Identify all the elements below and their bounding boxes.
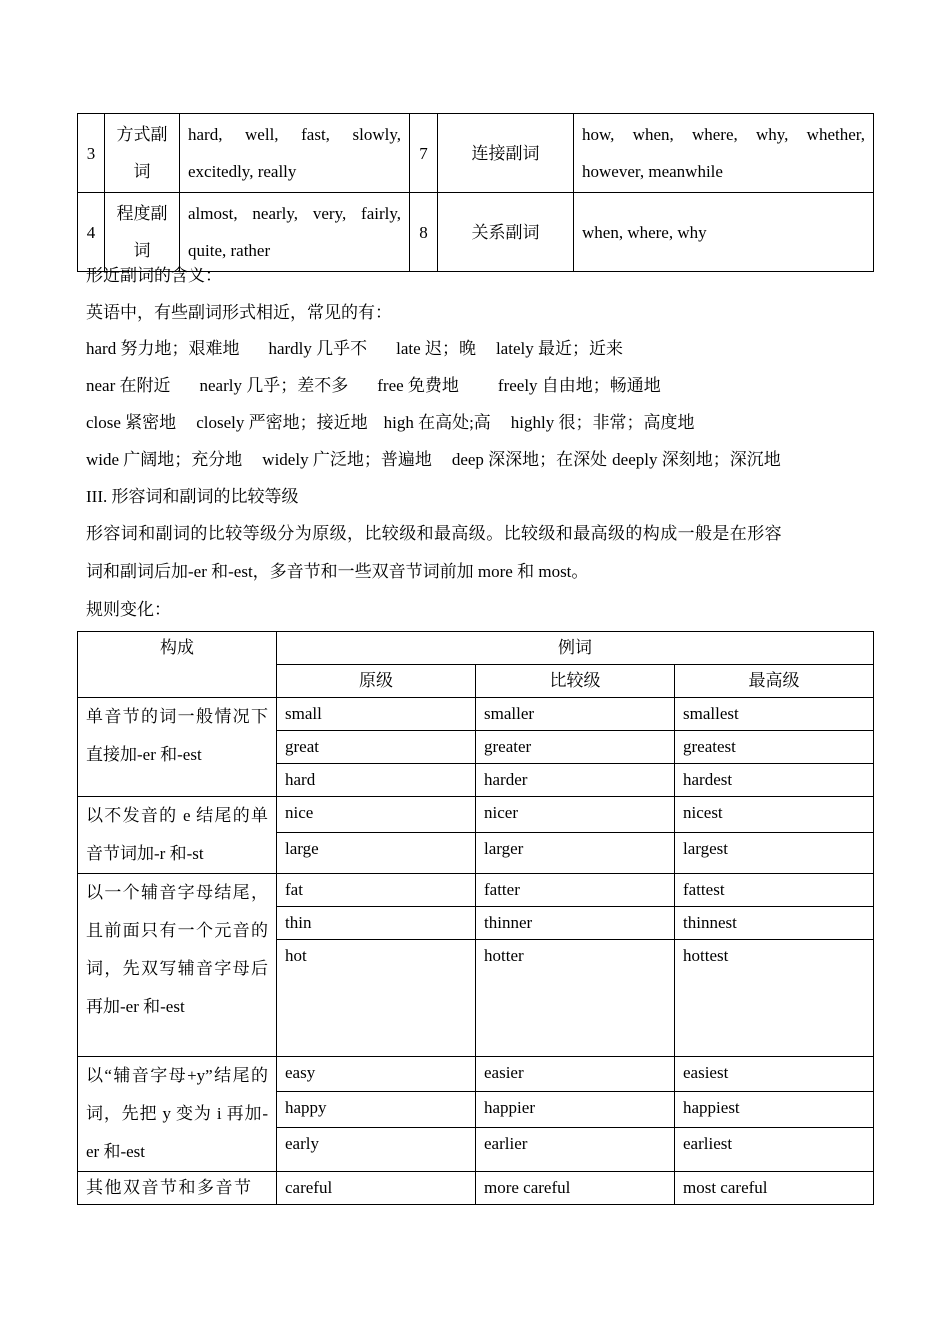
superlative-cell: largest — [675, 832, 874, 873]
table-row — [78, 797, 874, 833]
table-row — [78, 1172, 874, 1205]
header-comparative: 比较级 — [476, 665, 675, 698]
comparative-cell: earlier — [476, 1127, 675, 1171]
word-pair: highly 很；非常；高度地 — [510, 413, 695, 432]
positive-cell: nice — [277, 797, 476, 833]
rule-cell: 以不发音的 e 结尾的单音节词加-r 和-st — [78, 797, 277, 874]
row-number: 4 — [78, 193, 105, 272]
word-pair: deeply 深刻地；深沉地 — [612, 450, 781, 469]
positive-cell: small — [277, 698, 476, 731]
adverb-type-table — [77, 113, 874, 272]
table-row — [78, 874, 874, 907]
adverb-examples: almost, nearly, very, fairly, quite, rather — [180, 193, 410, 272]
word-pair-line — [86, 404, 866, 441]
rule-cell: 以“辅音字母+y”结尾的词，先把 y 变为 i 再加-er 和-est — [78, 1057, 277, 1172]
positive-cell: hard — [277, 764, 476, 797]
word-pair: near 在附近 — [86, 376, 171, 395]
superlative-cell: most careful — [675, 1172, 874, 1205]
word-pair: lately 最近；近来 — [495, 339, 623, 358]
adverb-type: 连接副词 — [438, 114, 574, 193]
superlative-cell: earliest — [675, 1127, 874, 1171]
adverb-type: 方式副词 — [105, 114, 180, 193]
word-pair: free 免费地 — [377, 376, 459, 395]
adverb-type: 关系副词 — [438, 193, 574, 272]
comparative-cell: hotter — [476, 940, 675, 1057]
section-title: III. 形容词和副词的比较等级 — [86, 487, 299, 506]
adverb-examples: how, when, where, why, whether, however, meanwhile — [574, 114, 874, 193]
comparative-cell: happier — [476, 1092, 675, 1127]
comparative-cell: fatter — [476, 874, 675, 907]
positive-cell: thin — [277, 907, 476, 940]
superlative-cell: hardest — [675, 764, 874, 797]
word-pair: closely 严密地；接近地 — [196, 413, 368, 432]
comparative-cell: easier — [476, 1057, 675, 1092]
superlative-cell: nicest — [675, 797, 874, 833]
superlative-cell: hottest — [675, 940, 874, 1057]
word-pair: wide 广阔地；充分地 — [86, 450, 243, 469]
section-paragraph-line: 形容词和副词的比较等级分为原级，比较级和最高级。比较级和最高级的构成一般是在形容 — [86, 524, 782, 543]
word-pair-line — [86, 330, 866, 367]
rule-cell: 其他双音节和多音节 — [78, 1172, 277, 1205]
table-row — [78, 698, 874, 731]
header-formation: 构成 — [78, 632, 277, 698]
rule-cell: 以一个辅音字母结尾，且前面只有一个元音的词，先双写辅音字母后再加-er 和-est — [78, 874, 277, 1057]
superlative-cell: thinnest — [675, 907, 874, 940]
comparative-cell: harder — [476, 764, 675, 797]
table-row — [78, 114, 874, 193]
table-row — [78, 1057, 874, 1092]
positive-cell: early — [277, 1127, 476, 1171]
superlative-cell: easiest — [675, 1057, 874, 1092]
word-pair: hard 努力地；艰难地 — [86, 339, 240, 358]
similar-adverbs-heading: 形近副词的含义： — [86, 266, 222, 285]
word-pair: widely 广泛地；普遍地 — [262, 450, 432, 469]
header-examples: 例词 — [277, 632, 874, 665]
rule-cell: 单音节的词一般情况下直接加-er 和-est — [78, 698, 277, 797]
word-pair: freely 自由地；畅通地 — [497, 376, 661, 395]
positive-cell: easy — [277, 1057, 476, 1092]
row-number: 7 — [410, 114, 438, 193]
section-paragraph-line: 词和副词后加-er 和-est，多音节和一些双音节词前加 more 和 most。 — [86, 562, 589, 581]
positive-cell: great — [277, 731, 476, 764]
superlative-cell: greatest — [675, 731, 874, 764]
positive-cell: fat — [277, 874, 476, 907]
header-positive: 原级 — [277, 665, 476, 698]
similar-adverbs-intro: 英语中，有些副词形式相近，常见的有： — [86, 303, 392, 322]
comparative-cell: thinner — [476, 907, 675, 940]
table-header-row — [78, 632, 874, 665]
superlative-cell: fattest — [675, 874, 874, 907]
superlative-cell: smallest — [675, 698, 874, 731]
word-pair-line — [86, 441, 866, 478]
word-pair: late 迟；晚 — [396, 339, 476, 358]
word-pair: high 在高处;高 — [383, 413, 491, 432]
positive-cell: careful — [277, 1172, 476, 1205]
comparative-cell: greater — [476, 731, 675, 764]
adverb-examples: when, where, why — [574, 193, 874, 272]
adverb-type: 程度副词 — [105, 193, 180, 272]
comparative-cell: nicer — [476, 797, 675, 833]
row-number: 3 — [78, 114, 105, 193]
adverb-examples: hard, well, fast, slowly, excitedly, really — [180, 114, 410, 193]
rule-heading: 规则变化： — [86, 600, 171, 619]
comparison-table — [77, 631, 874, 1205]
word-pair-line — [86, 367, 866, 404]
word-pair: deep 深深地；在深处 — [451, 450, 608, 469]
word-pair: hardly 几乎不 — [268, 339, 368, 358]
comparative-cell: more careful — [476, 1172, 675, 1205]
superlative-cell: happiest — [675, 1092, 874, 1127]
row-number: 8 — [410, 193, 438, 272]
word-pair: close 紧密地 — [86, 413, 177, 432]
positive-cell: hot — [277, 940, 476, 1057]
comparative-cell: larger — [476, 832, 675, 873]
comparative-cell: smaller — [476, 698, 675, 731]
word-pair: nearly 几乎；差不多 — [199, 376, 349, 395]
positive-cell: happy — [277, 1092, 476, 1127]
header-superlative: 最高级 — [675, 665, 874, 698]
positive-cell: large — [277, 832, 476, 873]
